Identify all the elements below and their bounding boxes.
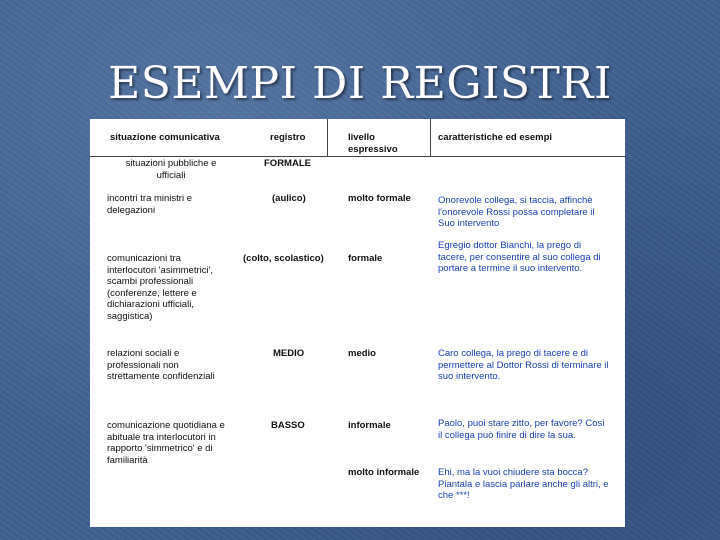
row-0-situazione: situazioni pubbliche e ufficiali [125, 158, 217, 181]
header-situazione: situazione comunicativa [110, 132, 220, 143]
header-livello: livello espressivo [348, 132, 398, 155]
row-5-livello: molto informale [348, 467, 420, 478]
row-2-registro: (colto, scolastico) [243, 253, 324, 264]
row-3-registro: MEDIO [273, 348, 305, 359]
row-3-livello: medio [348, 348, 376, 359]
row-1-livello: molto formale [348, 193, 411, 204]
header-divider [327, 119, 328, 157]
row-4-registro: BASSO [271, 420, 305, 431]
row-2-livello: formale [348, 253, 383, 264]
row-3-esempio: Caro collega, la prego di tacere e di permettere al Dottor Rossi di terminare il suo intervento. [438, 348, 609, 382]
row-1-registro: (aulico) [272, 193, 306, 204]
row-0-registro: FORMALE [264, 158, 311, 169]
row-5-esempio: Ehi, ma la vuoi chiudere sta bocca? Piantala e lascia parlare anche gli altri, e che ***! [438, 467, 609, 501]
row-3-situazione: relazioni sociali e professionali non strettamente confidenziali [107, 348, 215, 382]
row-4-situazione: comunicazione quotidiana e abituale tra interlocutori in rapporto 'simmetrico' e di familiarità [107, 420, 225, 466]
row-2-esempio: Egregio dottor Bianchi, la prego di tacere, per consentire al suo collega di portare a termine il suo intervento. [438, 240, 601, 274]
row-2-situazione: comunicazioni tra interlocutori 'asimmetrici', scambi professionali (conferenze, lettere e dichiarazioni ufficiali, saggistica) [107, 253, 214, 322]
row-1-situazione: incontri tra ministri e delegazioni [107, 193, 192, 216]
header-registro: registro [270, 132, 306, 143]
header-divider [430, 119, 431, 157]
header-caratteristiche: caratteristiche ed esempi [438, 132, 553, 143]
row-1-esempio: Onorevole collega, si taccia, affinchè l'onorevole Rossi possa completare il Suo intervento [438, 195, 595, 229]
header-bottom-rule [90, 156, 625, 157]
row-4-esempio: Paolo, puoi stare zitto, per favore? Così il collega può finire di dire la sua. [438, 418, 605, 441]
slide-title: ESEMPI DI REGISTRI [108, 58, 612, 109]
row-4-livello: informale [348, 420, 391, 431]
registers-table [90, 119, 625, 527]
